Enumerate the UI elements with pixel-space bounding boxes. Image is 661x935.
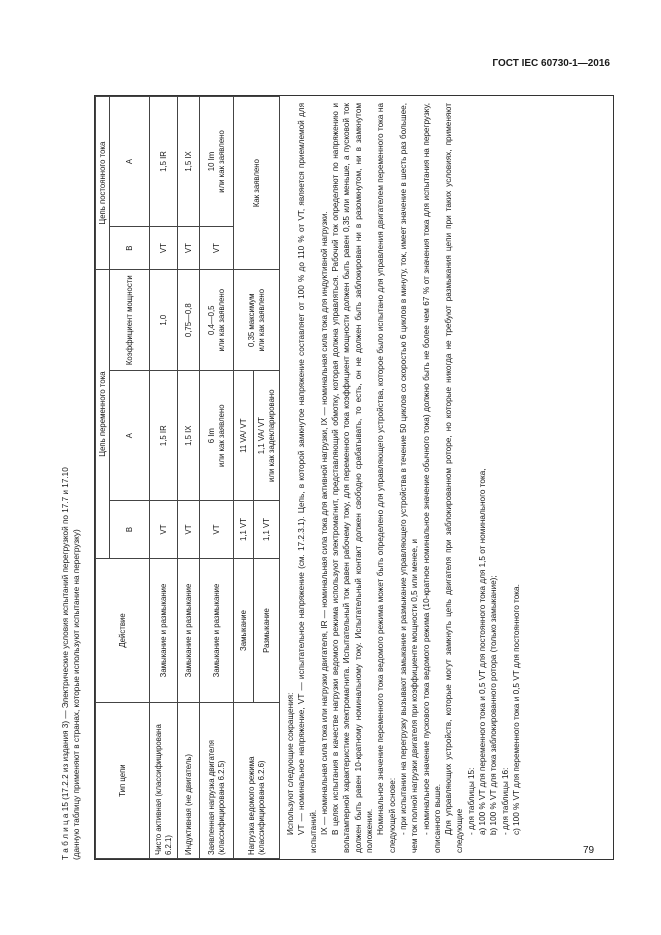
note-para-1: В целях испытания в качестве нагрузки ведомого режима используют электромагнит, представляющий обмотку, которая должна управляться. Рабочий ток определяют по напряжению и вольтамперной характеристике электромагнита. Испытательный ток равен рабочему току, для переменного тока коэффициент мощности должен быть равен 0,35 или меньше, а пусковой ток должен быть равен 10-кратному номинальному току. Испытательный контакт должен свободно срабатывать, то есть, он не должен быть заблокирован ни в разомкнутом, ни в замкнутом положении. [331,103,375,853]
cell [200,270,234,371]
header-ac-circuit: Цепь переменного тока [96,270,110,559]
table-row [178,97,200,859]
note-item-b: b) 100 % VT для тока заблокированного ротора (только замыкание); [489,575,499,835]
cell-line: 0,35 максимум [246,293,256,347]
cell-line: 6 Im [206,428,216,444]
cell: 1,1 VT [234,501,254,559]
cell: 0,75—0,8 [178,270,200,371]
cell: Индуктивная (не двигатель) [178,703,200,859]
header-action: Действие [96,558,150,702]
cell [200,97,234,227]
header-dc-v: В [110,226,150,269]
cell: 1,5 IX [178,371,200,501]
cell [200,371,234,501]
table-caption [60,95,82,860]
table-frame [94,95,614,860]
cell-line: 0,4—0,5 [206,305,216,335]
note-dash-2: - номинальное значение пускового тока ведомого режима (10-кратное номинальное значение обычного тока) должно быть не более чем 67 % от значения тока для испытания на перегрузку, описанного выше. [421,103,442,853]
cell: 1,5 IR [150,371,178,501]
cell [254,371,280,501]
cell: Замыкание и размыкание [178,558,200,702]
cell: Нагрузка ведомого режима (классифицирована 6.2.6) [234,703,280,859]
cell: VT [178,501,200,559]
table-row [200,97,234,859]
cell: VT [200,501,234,559]
cell [234,270,280,371]
note-dash-1: - при испытании на перегрузку вызывают замыкание и размыкание управляющего устройства в течение 50 циклов со скоростью 6 циклов в минуту, ток, имеет значение в шесть раз большее, чем ток полной нагрузки двигателя при коэффициенте мощности 0,5 или менее, и [398,103,420,853]
caption-line-2: (данную таблицу применяют в странах, которые используют испытание на перегрузку) [72,529,81,860]
cell-line: или как задекларировано [266,389,276,482]
note-table-16: - для таблицы 16: [500,767,510,835]
note-para-3: Для управляющих устройств, которые могут замкнуть цепь двигателя при заблокированном роторе, но которые никогда не требуют размыкания цепи при таких условиях, применяют следующие [444,103,465,853]
cell: Замыкание и размыкание [150,558,178,702]
cell: Замыкание и размыкание [200,558,234,702]
note-table-15: - для таблицы 15: [466,767,476,835]
overload-conditions-table [95,96,280,859]
cell: 1,5 IX [178,97,200,227]
note-intro: Используют следующие сокращения: [286,692,295,835]
cell-line: или как заявлено [216,288,226,352]
cell-line: 10 Im [206,151,216,172]
cell: VT [178,226,200,269]
page-number: 79 [583,845,595,856]
cell: 11 VA/ VT [234,371,254,501]
cell: 1,1 VT [254,501,280,559]
cell: Замыкание [234,558,254,702]
rotated-table-page [60,95,615,860]
note-ix: IX — номинальная сила тока или нагрузки двигателя, IR — номинальная сила тока для активной нагрузки, IX — номинальная сила тока для индуктивной нагрузки. [319,211,329,835]
cell: VT [200,226,234,269]
cell: Чисто активная (классифицирована 6.2.1) [150,703,178,859]
cell: Размыкание [254,558,280,702]
caption-line-1: Т а б л и ц а 15 (17.2.2 из издания 3) — Электрические условия испытаний перегрузкой по 17.7 и 17.10 [61,467,70,860]
header-dc-a: А [110,97,150,227]
cell-line: или как заявлено [216,130,226,193]
cell: VT [150,501,178,559]
table-notes [285,103,522,853]
table-row [234,97,254,859]
cell: 1,0 [150,270,178,371]
cell-line: или как заявлено [216,404,226,467]
header-power-factor: Коэффициент мощности [110,270,150,371]
header-dc-circuit: Цепь постоянного тока [96,97,110,270]
note-para-2: Номинальное значение переменного тока ведомого режима может быть определено для управляющего устройства, которое было испытано для управления двигателем переменного тока на следующей основе: [376,103,397,853]
cell-line: или как заявлено [256,288,266,352]
header-circuit-type: Тип цепи [96,703,150,859]
cell: Заявленная нагрузка двигателя (классифицирована 6.2.5) [200,703,234,859]
table-row [150,97,178,859]
header-ac-v: В [110,501,150,559]
note-item-a: а) 100 % VT для переменного тока и 0,5 VT для постоянного тока для 1,5 от номинального тока, [478,468,488,835]
cell: VT [150,226,178,269]
header-ac-a: А [110,371,150,501]
note-vt: VT — номинальное напряжение, VT — испытательное напряжение (см. 17.2.3.1). Цепь, в которой замкнутое напряжение составляет от 100 % до 110 % от VT, является приемлемой для испытаний. [297,103,318,853]
standard-header: ГОСТ IEC 60730-1—2016 [492,58,610,69]
cell: Как заявлено [234,97,280,270]
cell: 1,5 IR [150,97,178,227]
cell-line: 1,1 VA/ VT [256,417,266,455]
note-item-c: c) 100 % VT для переменного тока и 0,5 VT для постоянного тока. [511,584,521,835]
